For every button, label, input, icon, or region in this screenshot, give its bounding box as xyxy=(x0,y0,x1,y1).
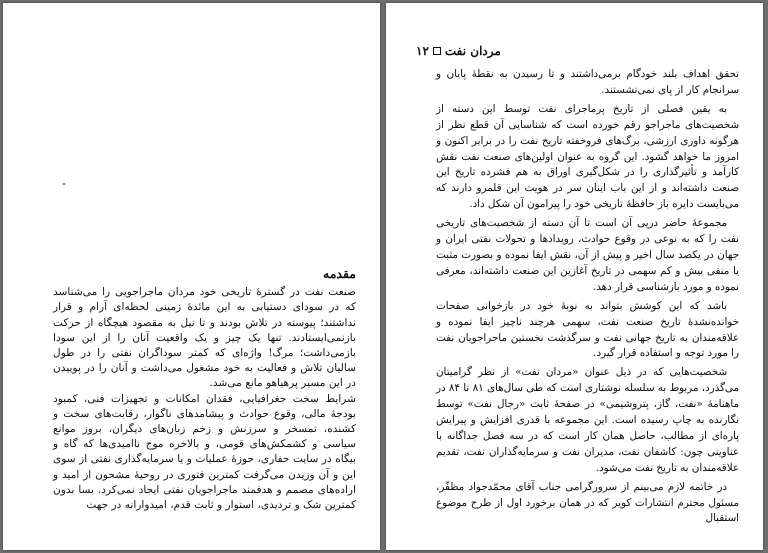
right-page xyxy=(386,3,763,550)
left-page xyxy=(3,3,380,550)
right-paragraph: باشد که این کوشش بتواند به نوبۀ خود در بازخوانی صفحات خوانده‌نشدۀ تاریخ صنعت نفت، سهمی هرچند ناچیز ایفا نموده و علاقه‌مندان به تاریخ جهانی نفت و سرگذشت نخستین ماجراجویان نفت را مورد توجه و استفاده قرار گیرد. xyxy=(436,299,739,360)
left-page-body xyxy=(53,266,356,513)
stray-mark xyxy=(63,183,65,185)
left-paragraph: صنعت نفت در گسترۀ تاریخی خود مردان ماجراجویی را می‌شناسد که در سودای دستیابی به این مائدۀ زمینی لحظه‌ای آرام و قرار نداشتند؛ پیوسته در تلاش بودند و تا نیل به مقصود هیچگاه از حرکت بازنمی‌ایستادند. تنها یک چیز و یک واقعیت آنان را از این سودا بازمی‌داشت؛ مرگ! واژه‌ای که کمتر سوداگران نفتی را در طول سالیان تلاش و فعالیت به خود مشغول می‌داشت و آنان را در پوییدن در این مسیر پرهیاهو مانع می‌شد. xyxy=(53,286,356,390)
right-paragraph: به یقین فصلی از تاریخ پرماجرای نفت توسط این دسته از شخصیت‌های ماجراجو رقم خورده است که شناسایی آن قطع نظر از هرگونه داوری ارزشی، برگ‌های فروخفته تاریخ نفت را در برابر اکنون و امروز ما خواهد گشود. این گروه به عنوان اولین‌های صنعت نفت نقش کارآمد و تأثیرگذاری را در شکل‌گیری اوراق به هم فشرده تاریخ این صنعت داشته‌اند و از این باب اینان سر در هویت این قلمرو دارند که می‌بایست دایره باز حافظۀ تاریخی خود را پیرامون آن شکل داد. xyxy=(436,102,739,211)
right-paragraph: در خاتمه لازم می‌بینم از سرورگرامی جناب آقای محمّدجواد مظفّر، مسئول محترم انتشارات کویر که در همان برخورد اول از طرح موضوع استقبال xyxy=(436,480,739,525)
running-title: مردان نفت xyxy=(444,44,501,58)
page-number: ۱۲ xyxy=(416,44,429,58)
square-bullet-icon xyxy=(433,47,441,55)
running-head xyxy=(416,42,739,60)
right-paragraph: شخصیت‌هایی که در ذیل عنوان «مردان نفت» از نظر گرامیتان می‌گذرد، مربوط به سلسله نوشتاری است که طی سال‌های ۸۱ تا ۸۴ در ماهنامۀ «نفت، گاز، پتروشیمی» در صفحۀ ثابت «رجال نفت» توسط نگارنده به چاپ رسیده است. این مجموعه با قدری افزایش و پیرایش پاره‌ای از مطالب، حاصل همان کار است که در سه فصل جداگانه با عناوینی چون: کاشفان نفت، مدیران نفت و سرمایه‌گذاران نفت، تقدیم علاقه‌مندان به تاریخ نفت می‌شود. xyxy=(436,366,739,474)
left-paragraph: شرایط سخت جغرافیایی، فقدان امکانات و تجهیزات فنی، کمبود بودجۀ مالی، وقوع حوادث و پیشامدهای ناگوار، رقابت‌های سخت و کشنده، تمسخر و سرزنش و زخم زبان‌های دیگران، بروز موانع سیاسی و کشمکش‌های قومی، و بالاخره موج ناامیدی‌ها که گاه و بیگاه در سایت حفاری، حوزۀ عملیات و یا سرمایه‌گذاری نفتی از سوی این و آن وزیدن می‌گرفت کمترین فتوری در روحیۀ مشحون از امید و اراده‌های مصمم و هدفمند ماجراجویان نفتی ایجاد نمی‌کرد. بسا بدون کمترین شک و تردیدی، استوار و ثابت قدم، امیدوارانه در جهت xyxy=(53,392,356,512)
right-page-body xyxy=(436,67,739,530)
right-paragraph: تحقق اهداف بلند خودگام برمی‌داشتند و تا رسیدن به نقطۀ پایان و سرانجام کار از پای نمی‌نشستند. xyxy=(436,68,739,96)
section-heading: مقدمه xyxy=(323,266,356,281)
right-paragraph: مجموعۀ حاضر درپی آن است تا آن دسته از شخصیت‌های تاریخی نفت را که به نوعی در وقوع حوادث، رویدادها و تحولات نفتی ایران و جهان در یکصد سال اخیر و پیش از آن، نقش ایفا نموده و بصورت مثبت یا منفی بیش و کم سهمی در تاریخ آغازین این صنعت داشته‌اند، معرفی نموده و مورد بازشناسی قرار دهد. xyxy=(436,217,739,293)
